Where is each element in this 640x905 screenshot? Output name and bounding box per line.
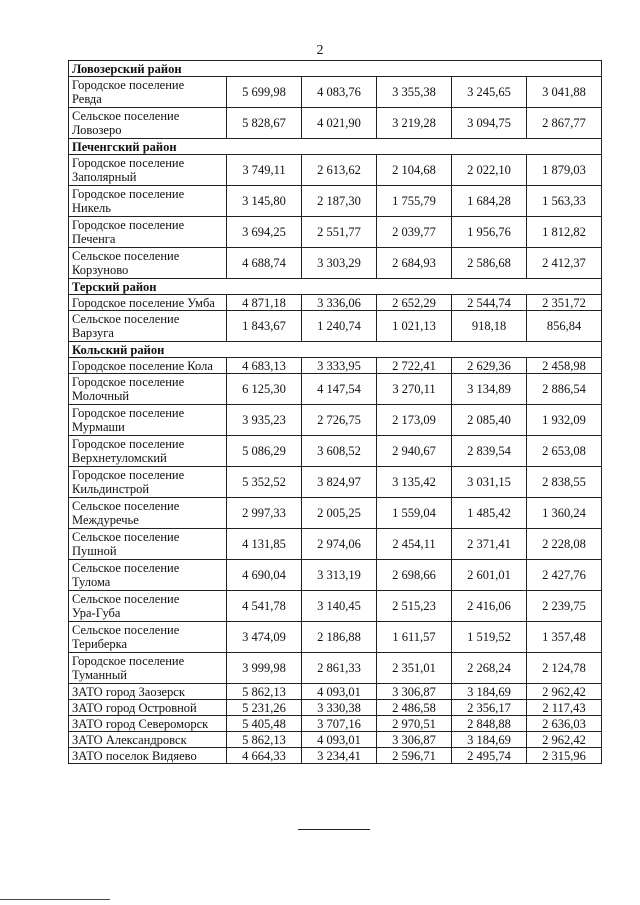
table-row: [69, 155, 602, 186]
value-cell: 2 684,93: [377, 248, 452, 279]
value-cell: 4 688,74: [227, 248, 302, 279]
settlement-name: Городское поселение Молочный: [69, 374, 227, 405]
value-cell: 2 351,01: [377, 653, 452, 684]
value-cell: 3 145,80: [227, 186, 302, 217]
value-cell: 1 559,04: [377, 498, 452, 529]
value-cell: 1 357,48: [527, 622, 602, 653]
value-cell: 2 838,55: [527, 467, 602, 498]
value-cell: 2 124,78: [527, 653, 602, 684]
value-cell: 2 867,77: [527, 108, 602, 139]
value-cell: 3 999,98: [227, 653, 302, 684]
value-cell: 2 698,66: [377, 560, 452, 591]
value-cell: 4 131,85: [227, 529, 302, 560]
value-cell: 2 974,06: [302, 529, 377, 560]
value-cell: 5 352,52: [227, 467, 302, 498]
value-cell: 2 653,08: [527, 436, 602, 467]
settlement-name: Сельское поселение Пушной: [69, 529, 227, 560]
tariff-table: [68, 60, 602, 764]
settlement-name: Сельское поселение Ура-Губа: [69, 591, 227, 622]
table-row: [69, 622, 602, 653]
value-cell: 3 336,06: [302, 295, 377, 311]
table-row: [69, 591, 602, 622]
value-cell: 1 485,42: [452, 498, 527, 529]
settlement-name: Городское поселение Мурмаши: [69, 405, 227, 436]
value-cell: 3 313,19: [302, 560, 377, 591]
settlement-name: Городское поселение Печенга: [69, 217, 227, 248]
value-cell: 2 039,77: [377, 217, 452, 248]
settlement-name: Городское поселение Умба: [69, 295, 227, 311]
value-cell: 2 351,72: [527, 295, 602, 311]
value-cell: 2 239,75: [527, 591, 602, 622]
value-cell: 918,18: [452, 311, 527, 342]
district-name: Терский район: [69, 279, 602, 295]
value-cell: 3 306,87: [377, 732, 452, 748]
table-row: [69, 684, 602, 700]
value-cell: 3 031,15: [452, 467, 527, 498]
table-row: [69, 358, 602, 374]
value-cell: 2 416,06: [452, 591, 527, 622]
page-number: 2: [316, 43, 324, 58]
value-cell: 2 722,41: [377, 358, 452, 374]
table-row: [69, 217, 602, 248]
value-cell: 2 186,88: [302, 622, 377, 653]
value-cell: 3 245,65: [452, 77, 527, 108]
value-cell: 3 184,69: [452, 684, 527, 700]
value-cell: 2 997,33: [227, 498, 302, 529]
value-cell: 3 749,11: [227, 155, 302, 186]
value-cell: 3 140,45: [302, 591, 377, 622]
bottom-rule: [0, 899, 110, 900]
value-cell: 4 690,04: [227, 560, 302, 591]
table-row: [69, 716, 602, 732]
value-cell: 2 636,03: [527, 716, 602, 732]
value-cell: 3 608,52: [302, 436, 377, 467]
settlement-name: Сельское поселение Корзуново: [69, 248, 227, 279]
value-cell: 2 970,51: [377, 716, 452, 732]
value-cell: 1 755,79: [377, 186, 452, 217]
value-cell: 4 093,01: [302, 684, 377, 700]
value-cell: 4 664,33: [227, 748, 302, 764]
table-row: [69, 248, 602, 279]
value-cell: 1 021,13: [377, 311, 452, 342]
value-cell: 3 474,09: [227, 622, 302, 653]
value-cell: 2 454,11: [377, 529, 452, 560]
value-cell: 2 315,96: [527, 748, 602, 764]
value-cell: 1 519,52: [452, 622, 527, 653]
value-cell: 2 022,10: [452, 155, 527, 186]
table-row: [69, 529, 602, 560]
value-cell: 1 843,67: [227, 311, 302, 342]
value-cell: 2 613,62: [302, 155, 377, 186]
settlement-name: Городское поселение Верхнетуломский: [69, 436, 227, 467]
value-cell: 2 962,42: [527, 684, 602, 700]
table-row: [69, 374, 602, 405]
value-cell: 3 270,11: [377, 374, 452, 405]
value-cell: 2 371,41: [452, 529, 527, 560]
table-row: [69, 560, 602, 591]
value-cell: 3 694,25: [227, 217, 302, 248]
value-cell: 1 956,76: [452, 217, 527, 248]
value-cell: 2 412,37: [527, 248, 602, 279]
value-cell: 2 104,68: [377, 155, 452, 186]
value-cell: 2 117,43: [527, 700, 602, 716]
value-cell: 3 707,16: [302, 716, 377, 732]
value-cell: 3 303,29: [302, 248, 377, 279]
table-row: [69, 108, 602, 139]
value-cell: 2 839,54: [452, 436, 527, 467]
value-cell: 2 515,23: [377, 591, 452, 622]
value-cell: 3 134,89: [452, 374, 527, 405]
value-cell: 6 125,30: [227, 374, 302, 405]
value-cell: 856,84: [527, 311, 602, 342]
district-header-row: [69, 342, 602, 358]
value-cell: 3 184,69: [452, 732, 527, 748]
value-cell: 2 085,40: [452, 405, 527, 436]
value-cell: 4 021,90: [302, 108, 377, 139]
value-cell: 2 486,58: [377, 700, 452, 716]
value-cell: 5 862,13: [227, 684, 302, 700]
value-cell: 3 041,88: [527, 77, 602, 108]
district-name: Ловозерский район: [69, 61, 602, 77]
value-cell: 2 861,33: [302, 653, 377, 684]
value-cell: 1 611,57: [377, 622, 452, 653]
district-name: Печенгский район: [69, 139, 602, 155]
settlement-name: Городское поселение Кола: [69, 358, 227, 374]
settlement-name: Сельское поселение Териберка: [69, 622, 227, 653]
value-cell: 2 848,88: [452, 716, 527, 732]
value-cell: 2 886,54: [527, 374, 602, 405]
table-row: [69, 436, 602, 467]
settlement-name: ЗАТО поселок Видяево: [69, 748, 227, 764]
value-cell: 5 086,29: [227, 436, 302, 467]
value-cell: 1 932,09: [527, 405, 602, 436]
value-cell: 2 962,42: [527, 732, 602, 748]
value-cell: 4 871,18: [227, 295, 302, 311]
table-row: [69, 311, 602, 342]
table-row: [69, 405, 602, 436]
settlement-name: Сельское поселение Варзуга: [69, 311, 227, 342]
value-cell: 3 935,23: [227, 405, 302, 436]
table-row: [69, 653, 602, 684]
value-cell: 2 427,76: [527, 560, 602, 591]
value-cell: 2 629,36: [452, 358, 527, 374]
value-cell: 3 330,38: [302, 700, 377, 716]
footer-divider: [298, 829, 370, 830]
value-cell: 3 306,87: [377, 684, 452, 700]
table-row: [69, 77, 602, 108]
settlement-name: Городское поселение Туманный: [69, 653, 227, 684]
value-cell: 2 458,98: [527, 358, 602, 374]
settlement-name: ЗАТО город Заозерск: [69, 684, 227, 700]
district-header-row: [69, 61, 602, 77]
value-cell: 3 135,42: [377, 467, 452, 498]
settlement-name: Городское поселение Ревда: [69, 77, 227, 108]
value-cell: 2 596,71: [377, 748, 452, 764]
district-header-row: [69, 279, 602, 295]
value-cell: 5 828,67: [227, 108, 302, 139]
value-cell: 4 541,78: [227, 591, 302, 622]
value-cell: 2 940,67: [377, 436, 452, 467]
value-cell: 3 824,97: [302, 467, 377, 498]
settlement-name: Городское поселение Никель: [69, 186, 227, 217]
value-cell: 2 601,01: [452, 560, 527, 591]
table-row: [69, 748, 602, 764]
table-row: [69, 467, 602, 498]
settlement-name: Городское поселение Заполярный: [69, 155, 227, 186]
value-cell: 3 234,41: [302, 748, 377, 764]
table-row: [69, 732, 602, 748]
value-cell: 2 726,75: [302, 405, 377, 436]
district-header-row: [69, 139, 602, 155]
value-cell: 4 093,01: [302, 732, 377, 748]
settlement-name: Городское поселение Кильдинстрой: [69, 467, 227, 498]
table-row: [69, 498, 602, 529]
value-cell: 4 683,13: [227, 358, 302, 374]
value-cell: 5 231,26: [227, 700, 302, 716]
settlement-name: Сельское поселение Тулома: [69, 560, 227, 591]
table-row: [69, 295, 602, 311]
value-cell: 5 862,13: [227, 732, 302, 748]
value-cell: 1 240,74: [302, 311, 377, 342]
value-cell: 3 355,38: [377, 77, 452, 108]
value-cell: 5 405,48: [227, 716, 302, 732]
settlement-name: ЗАТО Александровск: [69, 732, 227, 748]
table-row: [69, 186, 602, 217]
value-cell: 2 187,30: [302, 186, 377, 217]
value-cell: 2 268,24: [452, 653, 527, 684]
value-cell: 1 879,03: [527, 155, 602, 186]
value-cell: 4 083,76: [302, 77, 377, 108]
settlement-name: Сельское поселение Междуречье: [69, 498, 227, 529]
value-cell: 2 495,74: [452, 748, 527, 764]
value-cell: 2 551,77: [302, 217, 377, 248]
value-cell: 1 684,28: [452, 186, 527, 217]
value-cell: 2 544,74: [452, 295, 527, 311]
settlement-name: Сельское поселение Ловозеро: [69, 108, 227, 139]
value-cell: 2 173,09: [377, 405, 452, 436]
district-name: Кольский район: [69, 342, 602, 358]
value-cell: 2 652,29: [377, 295, 452, 311]
settlement-name: ЗАТО город Островной: [69, 700, 227, 716]
value-cell: 1 360,24: [527, 498, 602, 529]
value-cell: 2 356,17: [452, 700, 527, 716]
value-cell: 3 333,95: [302, 358, 377, 374]
value-cell: 4 147,54: [302, 374, 377, 405]
value-cell: 1 812,82: [527, 217, 602, 248]
table-row: [69, 700, 602, 716]
value-cell: 3 219,28: [377, 108, 452, 139]
value-cell: 2 005,25: [302, 498, 377, 529]
value-cell: 5 699,98: [227, 77, 302, 108]
settlement-name: ЗАТО город Североморск: [69, 716, 227, 732]
value-cell: 1 563,33: [527, 186, 602, 217]
value-cell: 3 094,75: [452, 108, 527, 139]
value-cell: 2 586,68: [452, 248, 527, 279]
value-cell: 2 228,08: [527, 529, 602, 560]
table-body: [69, 61, 602, 764]
